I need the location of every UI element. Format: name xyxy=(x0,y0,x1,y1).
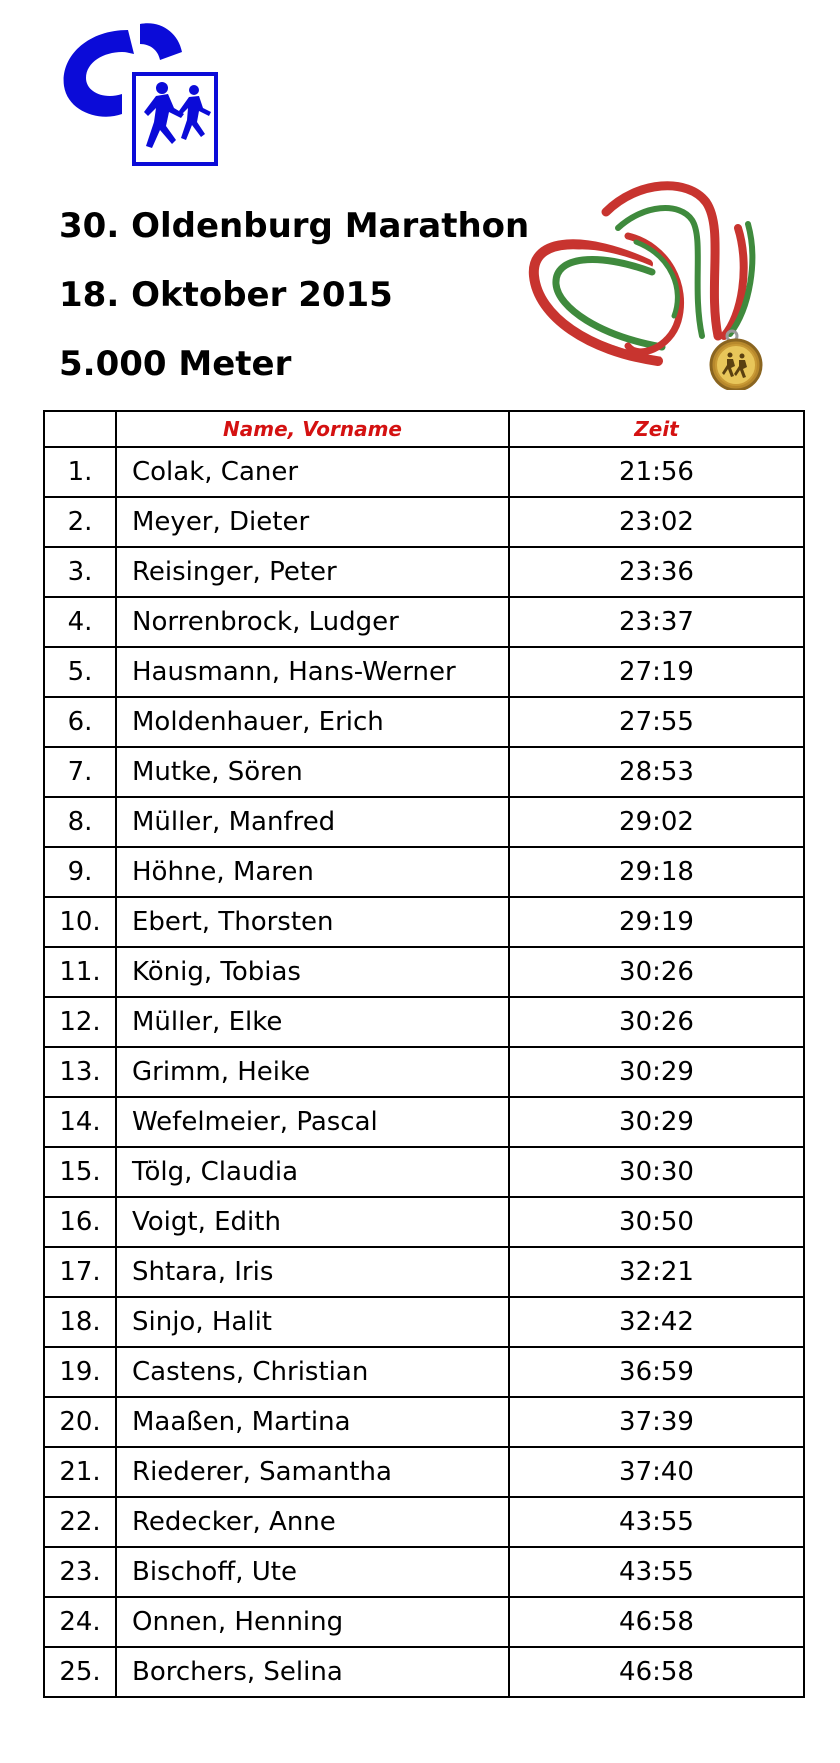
rank-cell: 2. xyxy=(44,497,116,547)
rank-cell: 22. xyxy=(44,1497,116,1547)
name-cell: Tölg, Claudia xyxy=(116,1147,509,1197)
name-cell: Sinjo, Halit xyxy=(116,1297,509,1347)
rank-cell: 11. xyxy=(44,947,116,997)
running-figures-logo-icon xyxy=(56,22,221,168)
time-cell: 23:02 xyxy=(509,497,804,547)
table-row xyxy=(44,1047,804,1097)
time-cell: 30:26 xyxy=(509,997,804,1047)
rank-cell: 4. xyxy=(44,597,116,647)
time-cell: 27:55 xyxy=(509,697,804,747)
rank-cell: 1. xyxy=(44,447,116,497)
name-cell: Onnen, Henning xyxy=(116,1597,509,1647)
name-cell: Voigt, Edith xyxy=(116,1197,509,1247)
name-cell: Müller, Elke xyxy=(116,997,509,1047)
name-cell: Müller, Manfred xyxy=(116,797,509,847)
rank-cell: 3. xyxy=(44,547,116,597)
rank-cell: 12. xyxy=(44,997,116,1047)
table-row xyxy=(44,947,804,997)
table-header-row xyxy=(44,411,804,447)
rank-cell: 5. xyxy=(44,647,116,697)
name-cell: Castens, Christian xyxy=(116,1347,509,1397)
time-cell: 30:30 xyxy=(509,1147,804,1197)
table-row xyxy=(44,747,804,797)
name-cell: Norrenbrock, Ludger xyxy=(116,597,509,647)
time-cell: 30:29 xyxy=(509,1097,804,1147)
table-row xyxy=(44,1397,804,1447)
rank-cell: 17. xyxy=(44,1247,116,1297)
column-header-name: Name, Vorname xyxy=(116,411,509,447)
time-cell: 37:39 xyxy=(509,1397,804,1447)
rank-cell: 19. xyxy=(44,1347,116,1397)
table-row xyxy=(44,497,804,547)
name-cell: Colak, Caner xyxy=(116,447,509,497)
table-row xyxy=(44,447,804,497)
table-row xyxy=(44,1297,804,1347)
rank-cell: 23. xyxy=(44,1547,116,1597)
table-row xyxy=(44,1247,804,1297)
name-cell: Bischoff, Ute xyxy=(116,1547,509,1597)
time-cell: 23:37 xyxy=(509,597,804,647)
rank-cell: 15. xyxy=(44,1147,116,1197)
rank-cell: 6. xyxy=(44,697,116,747)
time-cell: 32:21 xyxy=(509,1247,804,1297)
column-header-rank xyxy=(44,411,116,447)
table-row xyxy=(44,1097,804,1147)
table-row xyxy=(44,1647,804,1697)
name-cell: Ebert, Thorsten xyxy=(116,897,509,947)
table-row xyxy=(44,1147,804,1197)
table-row xyxy=(44,647,804,697)
table-row xyxy=(44,597,804,647)
event-distance: 5.000 Meter xyxy=(59,344,292,384)
results-table xyxy=(43,410,805,1698)
rank-cell: 8. xyxy=(44,797,116,847)
time-cell: 21:56 xyxy=(509,447,804,497)
time-cell: 29:18 xyxy=(509,847,804,897)
name-cell: Redecker, Anne xyxy=(116,1497,509,1547)
table-row xyxy=(44,1447,804,1497)
time-cell: 30:29 xyxy=(509,1047,804,1097)
time-cell: 43:55 xyxy=(509,1547,804,1597)
rank-cell: 21. xyxy=(44,1447,116,1497)
event-title: 30. Oldenburg Marathon xyxy=(59,206,530,246)
column-header-time: Zeit xyxy=(509,411,804,447)
time-cell: 30:26 xyxy=(509,947,804,997)
name-cell: Maaßen, Martina xyxy=(116,1397,509,1447)
time-cell: 23:36 xyxy=(509,547,804,597)
time-cell: 29:19 xyxy=(509,897,804,947)
time-cell: 32:42 xyxy=(509,1297,804,1347)
table-row xyxy=(44,1547,804,1597)
name-cell: Wefelmeier, Pascal xyxy=(116,1097,509,1147)
name-cell: Höhne, Maren xyxy=(116,847,509,897)
name-cell: Meyer, Dieter xyxy=(116,497,509,547)
rank-cell: 7. xyxy=(44,747,116,797)
table-row xyxy=(44,797,804,847)
time-cell: 46:58 xyxy=(509,1597,804,1647)
rank-cell: 20. xyxy=(44,1397,116,1447)
time-cell: 29:02 xyxy=(509,797,804,847)
rank-cell: 9. xyxy=(44,847,116,897)
rank-cell: 24. xyxy=(44,1597,116,1647)
time-cell: 46:58 xyxy=(509,1647,804,1697)
table-row xyxy=(44,847,804,897)
name-cell: Grimm, Heike xyxy=(116,1047,509,1097)
rank-cell: 18. xyxy=(44,1297,116,1347)
table-row xyxy=(44,547,804,597)
name-cell: Shtara, Iris xyxy=(116,1247,509,1297)
rank-cell: 16. xyxy=(44,1197,116,1247)
table-row xyxy=(44,1597,804,1647)
table-row xyxy=(44,1197,804,1247)
rank-cell: 13. xyxy=(44,1047,116,1097)
name-cell: Moldenhauer, Erich xyxy=(116,697,509,747)
table-row xyxy=(44,997,804,1047)
rank-cell: 25. xyxy=(44,1647,116,1697)
table-row xyxy=(44,1497,804,1547)
name-cell: König, Tobias xyxy=(116,947,509,997)
name-cell: Reisinger, Peter xyxy=(116,547,509,597)
table-row xyxy=(44,897,804,947)
time-cell: 43:55 xyxy=(509,1497,804,1547)
time-cell: 37:40 xyxy=(509,1447,804,1497)
table-row xyxy=(44,1347,804,1397)
name-cell: Mutke, Sören xyxy=(116,747,509,797)
time-cell: 36:59 xyxy=(509,1347,804,1397)
event-date: 18. Oktober 2015 xyxy=(59,275,393,315)
time-cell: 30:50 xyxy=(509,1197,804,1247)
time-cell: 27:19 xyxy=(509,647,804,697)
rank-cell: 10. xyxy=(44,897,116,947)
name-cell: Riederer, Samantha xyxy=(116,1447,509,1497)
medal-with-ribbon-icon xyxy=(528,176,788,390)
time-cell: 28:53 xyxy=(509,747,804,797)
name-cell: Borchers, Selina xyxy=(116,1647,509,1697)
name-cell: Hausmann, Hans-Werner xyxy=(116,647,509,697)
table-row xyxy=(44,697,804,747)
rank-cell: 14. xyxy=(44,1097,116,1147)
